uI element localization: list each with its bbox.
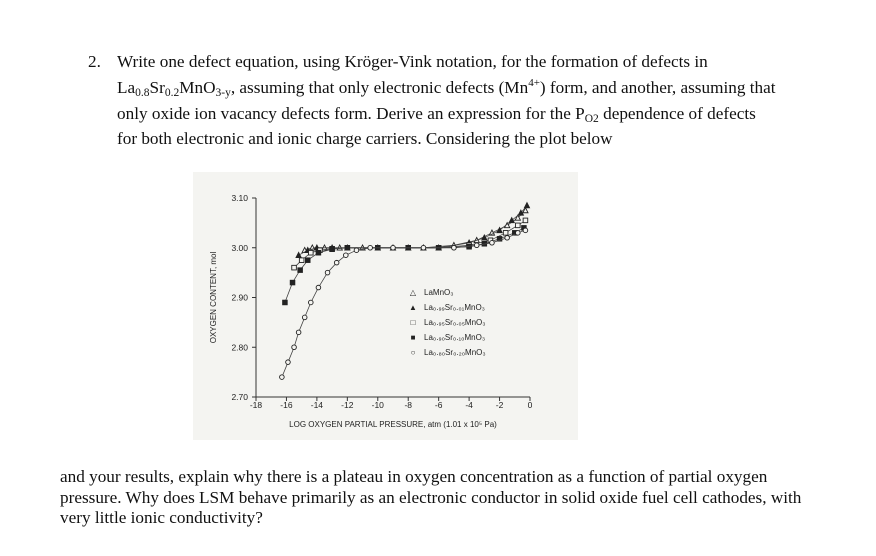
data-point bbox=[280, 375, 285, 380]
data-point bbox=[345, 245, 350, 250]
prompt-text: Write one defect equation, using Kröger-Vink notation, for the formation of defects in La bbox=[117, 52, 708, 97]
data-point bbox=[296, 330, 301, 335]
data-point bbox=[292, 265, 297, 270]
data-point bbox=[474, 243, 479, 248]
data-point bbox=[334, 260, 339, 265]
x-tick-label: -18 bbox=[249, 400, 263, 410]
y-tick-label: 2.90 bbox=[231, 292, 248, 303]
data-point bbox=[503, 231, 508, 236]
data-point bbox=[298, 268, 303, 273]
data-point bbox=[523, 218, 528, 223]
x-tick-label: -2 bbox=[495, 400, 504, 410]
y-tick-label: 3.00 bbox=[231, 242, 248, 253]
data-point bbox=[354, 248, 359, 253]
x-tick-label: -4 bbox=[465, 400, 473, 410]
legend-entry: La₀.₉₀Sr₀.₁₀MnO₃ bbox=[424, 333, 486, 342]
subscript: 0.8 bbox=[135, 86, 150, 99]
legend-symbol: □ bbox=[410, 318, 416, 327]
data-point bbox=[330, 247, 335, 252]
legend-symbol: △ bbox=[409, 288, 417, 297]
x-tick-label: -14 bbox=[310, 400, 324, 410]
superscript: 4+ bbox=[528, 76, 540, 89]
x-tick-label: 0 bbox=[527, 400, 533, 410]
data-point bbox=[325, 270, 330, 275]
x-tick-label: -12 bbox=[341, 400, 354, 410]
data-point bbox=[391, 245, 396, 250]
x-tick-label: -8 bbox=[404, 400, 413, 410]
prompt-text: dependence of defects for both electronic and ionic charge carriers. Considering the plot below bbox=[117, 103, 756, 149]
prompt-text: ) form, and another, assuming that only oxide ion vacancy defects form. Derive an expression for the P bbox=[117, 77, 776, 123]
prompt-text: Sr bbox=[149, 77, 165, 97]
legend-symbol: ▲ bbox=[409, 303, 417, 312]
y-tick-label: 2.70 bbox=[231, 392, 248, 402]
followup-question: and your results, explain why there is a plateau in oxygen concentration as a function of partial oxygen pressure. Why does LSM behave primarily as an electronic conductor in solid oxide fuel cell cathodes, with very little ionic conductivity? bbox=[60, 467, 802, 527]
y-axis-label: OXYGEN CONTENT, mol bbox=[209, 251, 218, 344]
data-point bbox=[368, 245, 373, 250]
x-tick-label: -16 bbox=[280, 400, 293, 410]
data-point bbox=[305, 258, 310, 263]
data-point bbox=[296, 252, 301, 257]
data-point bbox=[452, 245, 457, 250]
question-prompt bbox=[117, 52, 777, 150]
data-point bbox=[490, 240, 495, 245]
prompt-text: , assuming that only electronic defects (Mn bbox=[230, 77, 529, 97]
data-point bbox=[309, 250, 314, 255]
data-point bbox=[505, 236, 510, 241]
data-point bbox=[292, 345, 297, 350]
data-point bbox=[302, 315, 307, 320]
oxygen-content-figure bbox=[193, 172, 578, 440]
x-tick-label: -6 bbox=[434, 400, 443, 410]
legend-entry: La₀.₈₀Sr₀.₂₀MnO₃ bbox=[424, 348, 486, 357]
subscript: 3-y bbox=[215, 86, 231, 99]
data-point bbox=[516, 223, 521, 228]
legend-entry: LaMnO₃ bbox=[424, 288, 454, 297]
x-axis-label: LOG OXYGEN PARTIAL PRESSURE, atm (1.01 x 10⁵ Pa) bbox=[289, 420, 497, 429]
data-point bbox=[344, 253, 349, 258]
data-point bbox=[290, 280, 295, 285]
subscript: 0.2 bbox=[164, 86, 180, 99]
subscript: O2 bbox=[584, 112, 599, 125]
data-point bbox=[509, 218, 514, 223]
legend-entry: La₀.₉₉Sr₀.₀₁MnO₃ bbox=[424, 303, 485, 312]
x-tick-label: -10 bbox=[371, 400, 384, 410]
legend-symbol: ○ bbox=[410, 348, 416, 357]
data-point bbox=[309, 300, 314, 305]
data-point bbox=[421, 245, 426, 250]
legend-symbol: ■ bbox=[410, 333, 416, 342]
data-point bbox=[316, 285, 321, 290]
data-point bbox=[516, 231, 521, 236]
question-number: 2. bbox=[88, 52, 101, 71]
y-tick-label: 2.80 bbox=[231, 342, 248, 353]
prompt-text: MnO bbox=[179, 77, 216, 97]
data-point bbox=[286, 360, 291, 365]
data-point bbox=[523, 228, 528, 233]
data-point bbox=[299, 258, 304, 263]
legend-entry: La₀.₉₅Sr₀.₀₅MnO₃ bbox=[424, 318, 486, 327]
data-point bbox=[283, 300, 288, 305]
oxygen-content-chart bbox=[193, 172, 578, 440]
data-point bbox=[467, 244, 472, 249]
data-point bbox=[524, 203, 529, 208]
data-point bbox=[316, 250, 321, 255]
y-tick-label: 3.10 bbox=[231, 193, 248, 203]
